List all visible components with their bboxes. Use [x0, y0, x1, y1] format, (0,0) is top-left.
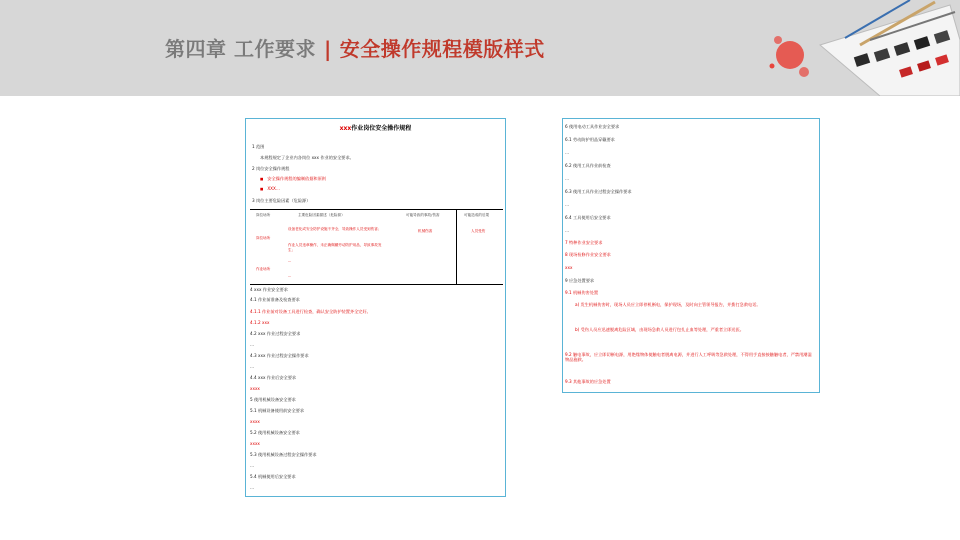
doc-line: 4.4 xxx 作业后安全要求 [250, 375, 297, 380]
doc-line: ... [250, 364, 254, 369]
table-rule [250, 284, 503, 285]
doc-line: ... [250, 485, 254, 490]
doc-line: ... [565, 202, 569, 207]
doc-bullet: ■ XXX... [260, 186, 280, 192]
table-cell: 岗位场所 [256, 236, 271, 240]
doc-line: 5.4 机械使用后安全要求 [250, 474, 296, 479]
section-label: 安全操作规程模版样式 [339, 37, 545, 61]
table-header: 主要危险因素描述（危险源） [298, 213, 345, 217]
slide-header [0, 0, 960, 96]
doc-paragraph: 9.2 触电事故，应立即切断电源，用绝缘物体使触电者脱离电源，并进行人工呼吸等急救处理，不得用手直接接触触电者，严禁用潮湿物品施救。 [565, 352, 812, 362]
doc-line: 本规程规定了企业内各岗位 xxx 作业的安全要求。 [260, 155, 354, 160]
doc-line: 6.4 工具使用后安全要求 [565, 215, 611, 220]
doc-line: 6 使用电动工具作业安全要求 [565, 124, 620, 129]
table-cell: 机械伤害 [418, 229, 433, 233]
doc-line: 6.2 使用工具作业前检查 [565, 163, 611, 168]
doc-line: 9 应急处置要求 [565, 278, 595, 283]
doc-line: 5.1 机械设备使用前安全要求 [250, 408, 305, 413]
doc-line: 4.1.2 xxx [250, 320, 270, 325]
chapter-label: 第四章 工作要求 [165, 37, 316, 61]
table-header: 岗位场所 [256, 213, 271, 217]
doc-line: 9.3 其他事故的应急处置 [565, 379, 611, 384]
doc-line: 4 xxx 作业安全要求 [250, 287, 288, 292]
doc-line: xxx [565, 265, 573, 270]
doc-line: ... [565, 176, 569, 181]
doc-line: 5.2 使用机械设备安全要求 [250, 430, 300, 435]
table-rule [250, 209, 503, 210]
doc-line: xxxx [250, 386, 260, 391]
doc-line: 7 特种作业安全要求 [565, 240, 603, 245]
title-prefix: xxx [339, 125, 352, 132]
doc-line: ... [565, 228, 569, 233]
table-cell: 人员受伤 [471, 229, 486, 233]
doc-line: xxxx [250, 441, 260, 446]
doc-line: 4.1 作业前准备及检查要求 [250, 297, 300, 302]
doc-line: 5 使用机械设备安全要求 [250, 397, 296, 402]
paint-palette-image [760, 0, 960, 96]
doc-bullet: ■ 安全操作规程的编制依据和原则 [260, 176, 326, 182]
table-cell: 设备老化或安全防护设施不齐全，导致操作人员受到伤害； [288, 227, 382, 231]
table-rule [456, 209, 457, 284]
doc-line: 6.3 使用工具作业过程安全操作要求 [565, 189, 632, 194]
title-text: 作业岗位安全操作规程 [351, 125, 412, 132]
doc-paragraph: a) 发生机械伤害时，现场人员应立即停机断电，保护现场，及时向主管领导报告，并拨打急救电话。 [575, 302, 761, 307]
doc-line: 6.1 劳动防护用品穿戴要求 [565, 137, 615, 142]
doc-paragraph: b) 受伤人员应迅速脱离危险区域，由现场急救人员进行包扎止血等处理，严重者立即送医。 [575, 327, 744, 332]
slide-title [165, 33, 545, 62]
doc-line: 3 岗位主要危险因素（危险源） [252, 198, 311, 203]
document-page-2 [562, 118, 820, 393]
doc-line: 8 现场检修作业安全要求 [565, 252, 611, 257]
doc-line: ... [250, 463, 254, 468]
table-header: 可能造成的后果 [464, 213, 490, 217]
doc-line: 5.3 使用机械设备过程安全操作要求 [250, 452, 317, 457]
table-cell: ... [288, 274, 292, 278]
table-header: 可能导致的事故/伤害 [406, 213, 440, 217]
doc-line: 4.3 xxx 作业过程安全操作要求 [250, 353, 309, 358]
doc-line: xxxx [250, 419, 260, 424]
doc-line: ... [250, 342, 254, 347]
doc-line: 4.1.1 作业前对设备工具进行检查，确认安全防护装置齐全完好。 [250, 309, 371, 314]
title-separator: | [323, 37, 332, 61]
doc-line: 1 范围 [252, 144, 265, 149]
table-cell: 作业场所 [256, 267, 271, 271]
document-title [246, 123, 505, 132]
doc-line: 9.1 机械伤害处置 [565, 290, 599, 295]
document-page-1 [245, 118, 506, 497]
doc-line: 2 岗位安全操作规程 [252, 166, 290, 171]
doc-line: 4.2 xxx 作业过程安全要求 [250, 331, 301, 336]
table-cell: ... [288, 259, 292, 263]
table-cell: 作业人员违章操作，未正确佩戴劳动防护用品，导致事故发生； [288, 243, 382, 252]
doc-line: ... [565, 150, 569, 155]
